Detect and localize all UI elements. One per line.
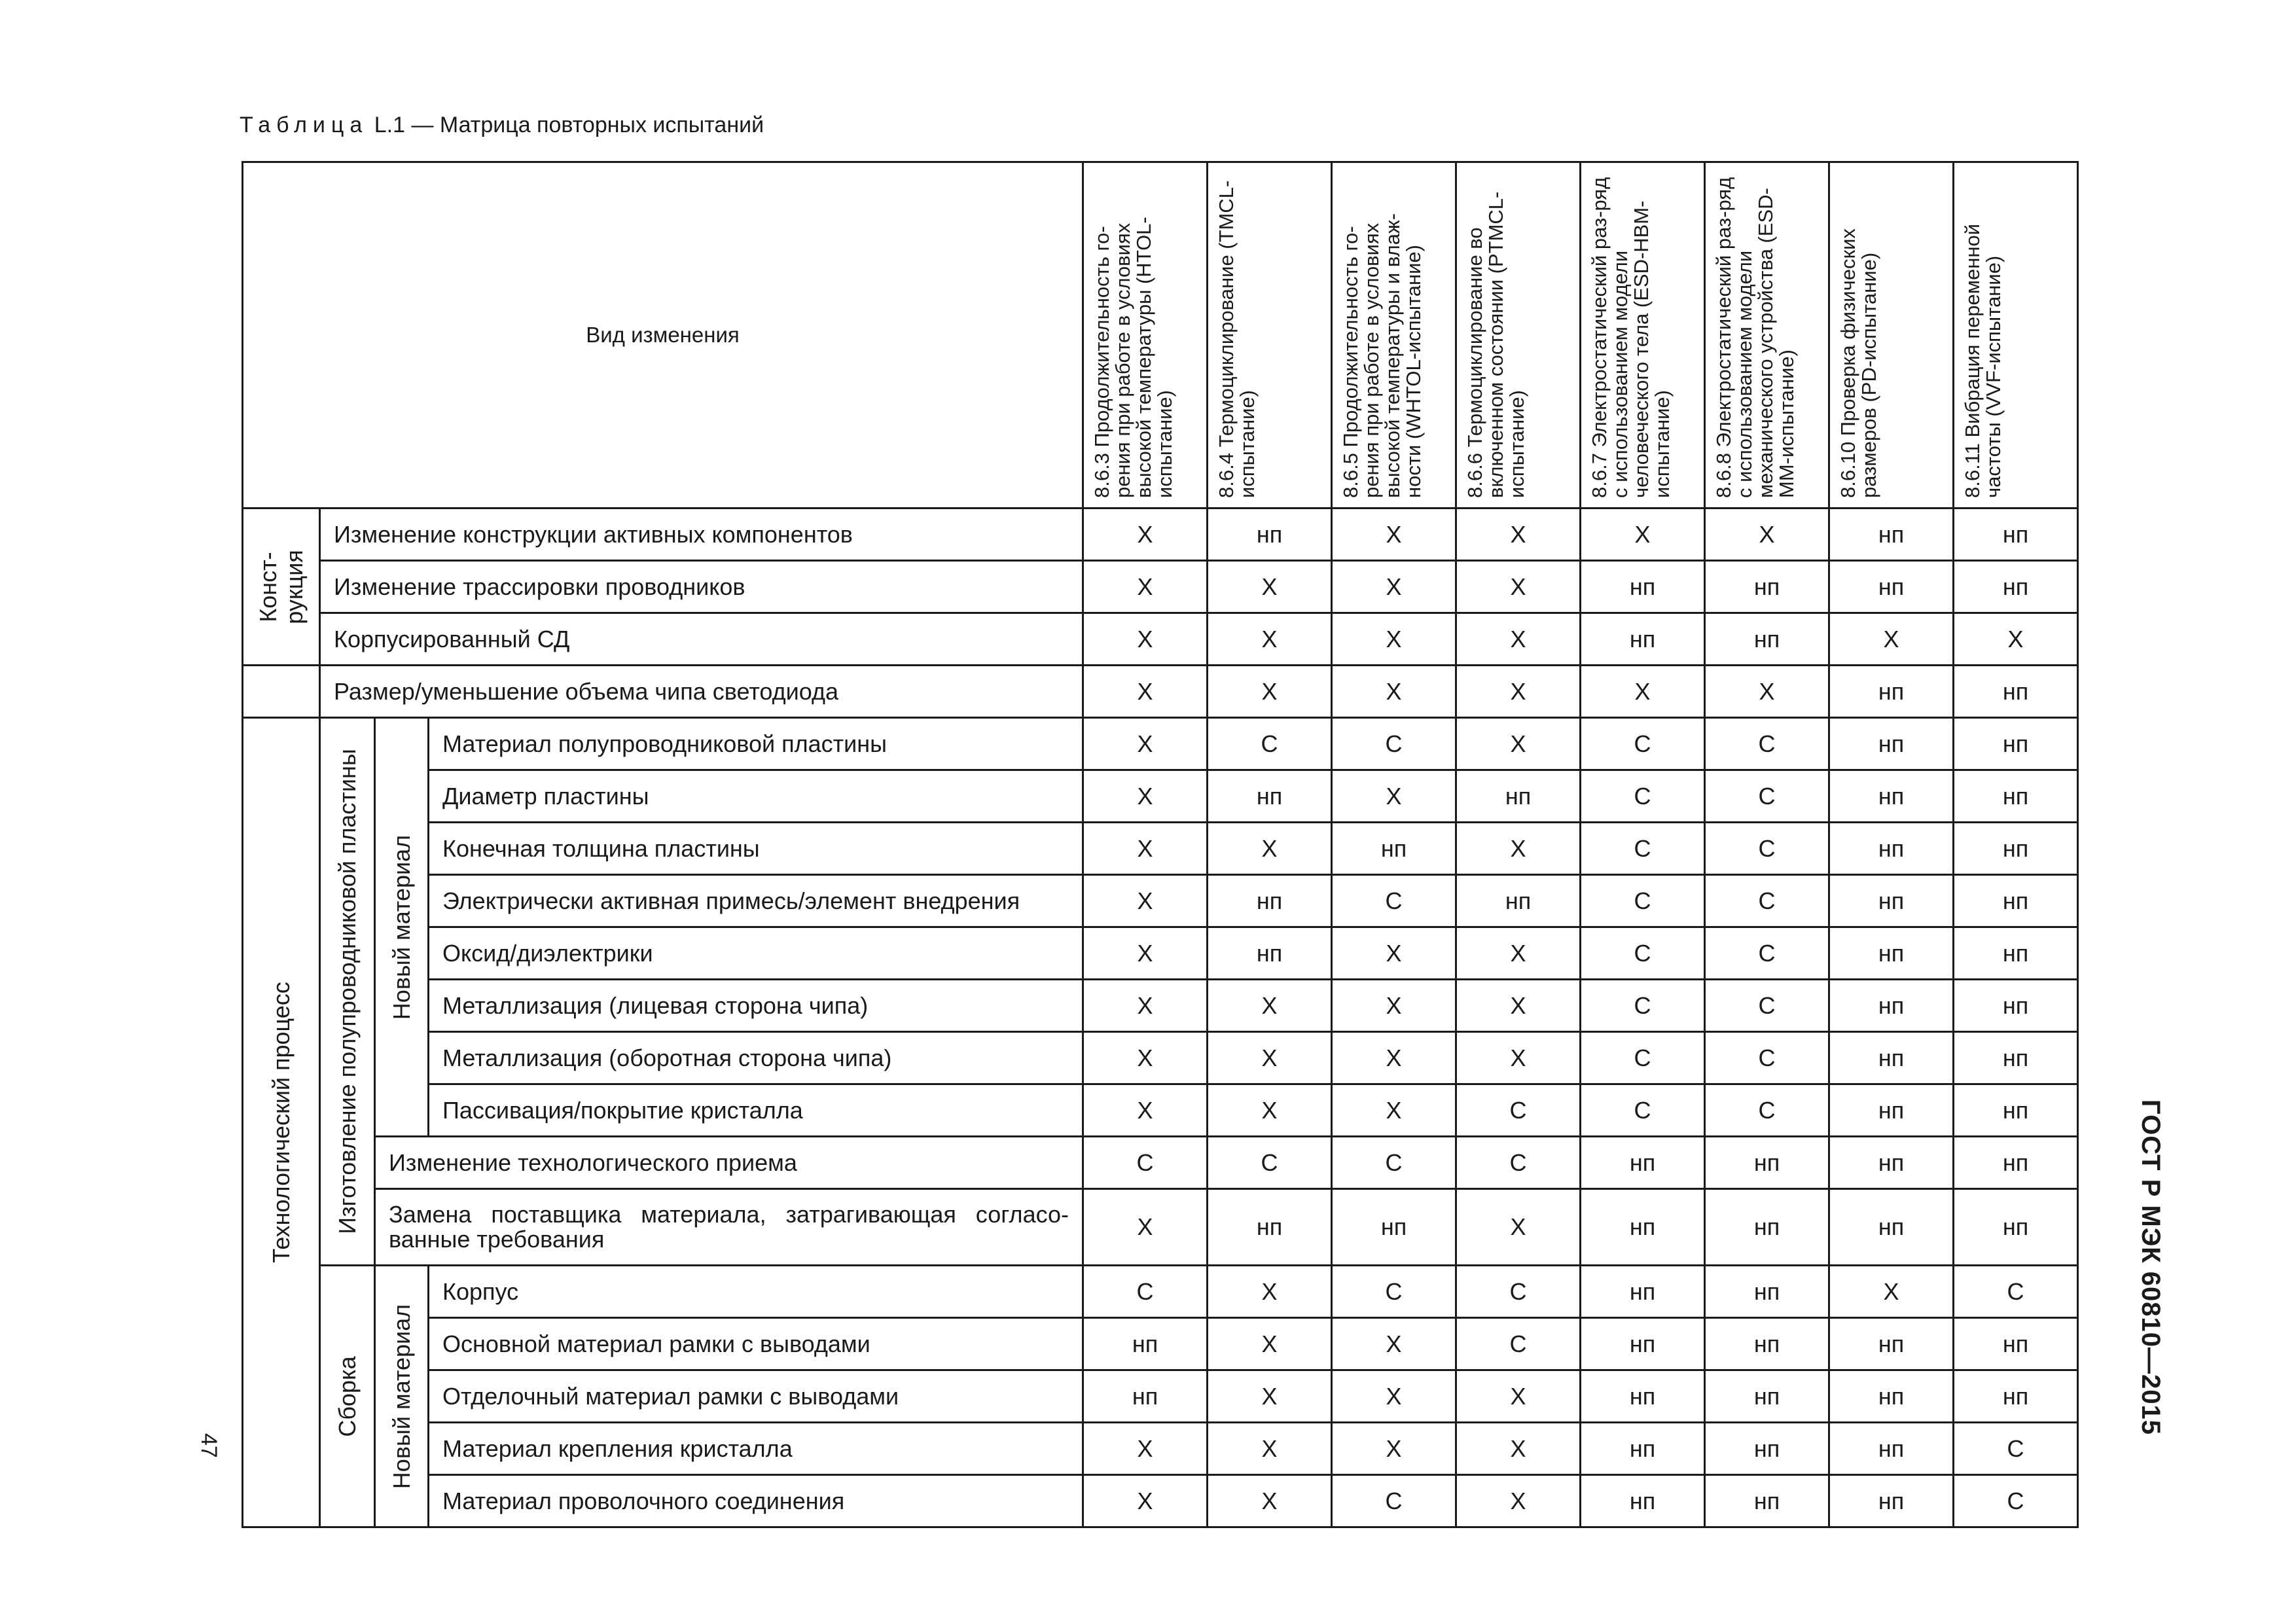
cell-value: нп bbox=[1208, 927, 1332, 980]
row-label: Отделочный материал рамки с выводами bbox=[429, 1370, 1083, 1423]
cell-value: нп bbox=[1456, 770, 1581, 823]
table-row bbox=[243, 613, 2078, 666]
cell-value: нп bbox=[1954, 980, 2078, 1032]
column-header bbox=[1208, 162, 1332, 508]
cell-value: нп bbox=[1954, 666, 2078, 718]
cell-value: X bbox=[1829, 613, 1954, 666]
cell-value: X bbox=[1083, 508, 1208, 561]
cell-value: X bbox=[1456, 508, 1581, 561]
table-row bbox=[243, 980, 2078, 1032]
cell-value: нп bbox=[1705, 1189, 1829, 1266]
cell-value: нп bbox=[1954, 1084, 2078, 1137]
cell-value: нп bbox=[1829, 666, 1954, 718]
cell-value: X bbox=[1332, 1370, 1456, 1423]
cell-value: X bbox=[1456, 1423, 1581, 1475]
cell-value: X bbox=[1208, 1475, 1332, 1527]
cell-value: нп bbox=[1581, 561, 1705, 613]
cell-value: нп bbox=[1954, 1137, 2078, 1189]
cell-value: C bbox=[1581, 823, 1705, 875]
cell-value: нп bbox=[1954, 718, 2078, 770]
row-label: Корпусированный СД bbox=[320, 613, 1083, 666]
column-header-text: 8.6.5 Продолжительность го-рения при работе в условиях высокой температуры и влаж-ности (WHTOL-испытание) bbox=[1338, 213, 1425, 498]
cell-value: нп bbox=[1829, 770, 1954, 823]
row-label: Корпус bbox=[429, 1266, 1083, 1318]
empty-group-cell bbox=[243, 666, 320, 718]
cell-value: X bbox=[1208, 1423, 1332, 1475]
column-header bbox=[1581, 162, 1705, 508]
cell-value: C bbox=[1705, 823, 1829, 875]
cell-value: C bbox=[1332, 1137, 1456, 1189]
cell-value: нп bbox=[1829, 823, 1954, 875]
cell-value: нп bbox=[1705, 1318, 1829, 1370]
table-row bbox=[243, 561, 2078, 613]
cell-value: X bbox=[1083, 613, 1208, 666]
cell-value: X bbox=[1332, 508, 1456, 561]
cell-value: нп bbox=[1332, 823, 1456, 875]
cell-value: нп bbox=[1705, 1137, 1829, 1189]
table-caption bbox=[240, 113, 764, 138]
cell-value: X bbox=[1332, 980, 1456, 1032]
cell-value: X bbox=[1083, 1189, 1208, 1266]
cell-value: X bbox=[1208, 613, 1332, 666]
caption-text: L.1 — Матрица повторных испытаний bbox=[368, 113, 764, 137]
row-label: Замена поставщика материала, затрагивающая согласо-ванные требования bbox=[375, 1189, 1083, 1266]
row-label: Металлизация (оборотная сторона чипа) bbox=[429, 1032, 1083, 1084]
cell-value: нп bbox=[1581, 1475, 1705, 1527]
cell-value: нп bbox=[1083, 1318, 1208, 1370]
column-header bbox=[1829, 162, 1954, 508]
cell-value: C bbox=[1954, 1266, 2078, 1318]
cell-value: нп bbox=[1208, 770, 1332, 823]
cell-value: нп bbox=[1581, 613, 1705, 666]
cell-value: X bbox=[1083, 1423, 1208, 1475]
cell-value: нп bbox=[1829, 980, 1954, 1032]
cell-value: C bbox=[1581, 718, 1705, 770]
retest-matrix-table bbox=[242, 161, 2079, 1528]
table-row bbox=[243, 1137, 2078, 1189]
group-construction bbox=[243, 508, 320, 666]
cell-value: C bbox=[1705, 927, 1829, 980]
row-label: Изменение технологического приема bbox=[375, 1137, 1083, 1189]
cell-value: C bbox=[1208, 1137, 1332, 1189]
cell-value: нп bbox=[1829, 561, 1954, 613]
cell-value: X bbox=[1083, 927, 1208, 980]
group-new-material bbox=[375, 1266, 429, 1527]
cell-value: X bbox=[1208, 1032, 1332, 1084]
cell-value: нп bbox=[1829, 1423, 1954, 1475]
cell-value: X bbox=[1332, 927, 1456, 980]
cell-value: X bbox=[1208, 980, 1332, 1032]
cell-value: нп bbox=[1954, 927, 2078, 980]
table-row bbox=[243, 1266, 2078, 1318]
column-header-text: 8.6.4 Термоциклирование (TMCL-испытание) bbox=[1214, 180, 1259, 498]
cell-value: нп bbox=[1829, 1137, 1954, 1189]
cell-value: X bbox=[1332, 561, 1456, 613]
group-wafer bbox=[320, 718, 375, 1266]
cell-value: нп bbox=[1705, 561, 1829, 613]
cell-value: C bbox=[1581, 1084, 1705, 1137]
cell-value: C bbox=[1332, 718, 1456, 770]
cell-value: X bbox=[1208, 666, 1332, 718]
cell-value: нп bbox=[1581, 1370, 1705, 1423]
cell-value: нп bbox=[1954, 875, 2078, 927]
table-row bbox=[243, 1032, 2078, 1084]
cell-value: X bbox=[1083, 718, 1208, 770]
cell-value: X bbox=[1581, 508, 1705, 561]
cell-value: X bbox=[1332, 1423, 1456, 1475]
cell-value: X bbox=[1829, 1266, 1954, 1318]
cell-value: X bbox=[1456, 666, 1581, 718]
cell-value: C bbox=[1705, 875, 1829, 927]
row-label: Изменение трассировки проводников bbox=[320, 561, 1083, 613]
cell-value: X bbox=[1456, 823, 1581, 875]
row-label: Пассивация/покрытие кристалла bbox=[429, 1084, 1083, 1137]
cell-value: X bbox=[1208, 1370, 1332, 1423]
cell-value: нп bbox=[1208, 875, 1332, 927]
cell-value: X bbox=[1332, 613, 1456, 666]
cell-value: X bbox=[1954, 613, 2078, 666]
cell-value: C bbox=[1332, 875, 1456, 927]
table-row bbox=[243, 927, 2078, 980]
cell-value: X bbox=[1208, 1084, 1332, 1137]
cell-value: X bbox=[1332, 770, 1456, 823]
row-label: Электрически активная примесь/элемент внедрения bbox=[429, 875, 1083, 927]
row-label: Изменение конструкции активных компонентов bbox=[320, 508, 1083, 561]
column-header-text: 8.6.8 Электростатический раз-ряд с использованием модели механического устройства (ESD-MM-испытание) bbox=[1712, 177, 1798, 498]
page-number: 47 bbox=[196, 1433, 221, 1458]
cell-value: нп bbox=[1954, 1189, 2078, 1266]
group-process-label: Технологический процесс bbox=[267, 982, 295, 1263]
cell-value: нп bbox=[1705, 613, 1829, 666]
cell-value: C bbox=[1705, 1032, 1829, 1084]
cell-value: X bbox=[1083, 1475, 1208, 1527]
caption-prefix: Таблица bbox=[240, 113, 368, 137]
column-header-text: 8.6.11 Вибрация переменной частоты (VVF-испытание) bbox=[1960, 223, 2005, 498]
table-row bbox=[243, 1084, 2078, 1137]
table-row bbox=[243, 718, 2078, 770]
cell-value: X bbox=[1456, 1189, 1581, 1266]
cell-value: X bbox=[1705, 666, 1829, 718]
cell-value: нп bbox=[1829, 718, 1954, 770]
cell-value: нп bbox=[1581, 1423, 1705, 1475]
cell-value: X bbox=[1083, 770, 1208, 823]
cell-value: нп bbox=[1705, 1423, 1829, 1475]
cell-value: C bbox=[1705, 718, 1829, 770]
cell-value: C bbox=[1083, 1266, 1208, 1318]
cell-value: X bbox=[1332, 1032, 1456, 1084]
cell-value: C bbox=[1581, 770, 1705, 823]
row-label: Материал полупроводниковой пластины bbox=[429, 718, 1083, 770]
row-label: Металлизация (лицевая сторона чипа) bbox=[429, 980, 1083, 1032]
cell-value: нп bbox=[1954, 823, 2078, 875]
cell-value: C bbox=[1208, 718, 1332, 770]
group-new-material-label: Новый материал bbox=[387, 1304, 415, 1489]
change-type-header: Вид изменения bbox=[243, 162, 1083, 508]
row-label: Диаметр пластины bbox=[429, 770, 1083, 823]
cell-value: нп bbox=[1829, 1032, 1954, 1084]
group-assembly bbox=[320, 1266, 375, 1527]
cell-value: X bbox=[1332, 1318, 1456, 1370]
cell-value: нп bbox=[1705, 1475, 1829, 1527]
cell-value: X bbox=[1581, 666, 1705, 718]
cell-value: нп bbox=[1829, 875, 1954, 927]
row-label: Материал крепления кристалла bbox=[429, 1423, 1083, 1475]
standard-designation: ГОСТ Р МЭК 60810—2015 bbox=[2136, 1099, 2165, 1436]
column-header bbox=[1332, 162, 1456, 508]
cell-value: X bbox=[1456, 1475, 1581, 1527]
cell-value: нп bbox=[1954, 1318, 2078, 1370]
cell-value: нп bbox=[1954, 561, 2078, 613]
column-header-text: 8.6.6 Термоциклирование во включенном состоянии (PTMCL-испытание) bbox=[1463, 191, 1528, 498]
cell-value: X bbox=[1456, 1032, 1581, 1084]
cell-value: C bbox=[1705, 770, 1829, 823]
cell-value: C bbox=[1581, 980, 1705, 1032]
cell-value: C bbox=[1083, 1137, 1208, 1189]
cell-value: X bbox=[1332, 666, 1456, 718]
table-row bbox=[243, 875, 2078, 927]
cell-value: нп bbox=[1829, 1189, 1954, 1266]
cell-value: C bbox=[1332, 1475, 1456, 1527]
cell-value: нп bbox=[1705, 1266, 1829, 1318]
column-header bbox=[1954, 162, 2078, 508]
group-new-material-label: Новый материал bbox=[387, 834, 415, 1020]
cell-value: C bbox=[1954, 1475, 2078, 1527]
table-row bbox=[243, 1189, 2078, 1266]
cell-value: C bbox=[1581, 875, 1705, 927]
cell-value: X bbox=[1332, 1084, 1456, 1137]
cell-value: нп bbox=[1581, 1318, 1705, 1370]
table-row bbox=[243, 1370, 2078, 1423]
cell-value: нп bbox=[1829, 1318, 1954, 1370]
cell-value: X bbox=[1083, 875, 1208, 927]
cell-value: X bbox=[1083, 1084, 1208, 1137]
column-header-text: 8.6.7 Электростатический раз-ряд с использованием модели человеческого тела (ESD-HBM-испытание) bbox=[1587, 177, 1674, 498]
cell-value: X bbox=[1208, 1318, 1332, 1370]
cell-value: нп bbox=[1456, 875, 1581, 927]
group-new-material bbox=[375, 718, 429, 1137]
cell-value: C bbox=[1705, 980, 1829, 1032]
cell-value: нп bbox=[1208, 1189, 1332, 1266]
cell-value: нп bbox=[1829, 927, 1954, 980]
cell-value: нп bbox=[1954, 770, 2078, 823]
table-row bbox=[243, 508, 2078, 561]
group-construction-label: Конст- рукция bbox=[254, 549, 308, 624]
column-header-text: 8.6.3 Продолжительность го-рения при работе в условиях высокой температуры (HTOL-испытание) bbox=[1090, 217, 1176, 498]
cell-value: нп bbox=[1954, 508, 2078, 561]
cell-value: нп bbox=[1581, 1189, 1705, 1266]
table-row bbox=[243, 1423, 2078, 1475]
cell-value: C bbox=[1456, 1318, 1581, 1370]
cell-value: X bbox=[1083, 823, 1208, 875]
cell-value: C bbox=[1581, 927, 1705, 980]
row-label: Материал проволочного соединения bbox=[429, 1475, 1083, 1527]
cell-value: C bbox=[1705, 1084, 1829, 1137]
cell-value: X bbox=[1083, 561, 1208, 613]
group-assembly-label: Сборка bbox=[333, 1355, 361, 1437]
table-row bbox=[243, 770, 2078, 823]
column-header-text: 8.6.10 Проверка физических размеров (PD-испытание) bbox=[1836, 228, 1880, 498]
cell-value: X bbox=[1456, 1370, 1581, 1423]
cell-value: C bbox=[1954, 1423, 2078, 1475]
cell-value: X bbox=[1456, 561, 1581, 613]
cell-value: нп bbox=[1332, 1189, 1456, 1266]
cell-value: X bbox=[1083, 980, 1208, 1032]
cell-value: X bbox=[1456, 980, 1581, 1032]
cell-value: X bbox=[1456, 927, 1581, 980]
group-process bbox=[243, 718, 320, 1527]
cell-value: нп bbox=[1208, 508, 1332, 561]
row-label: Конечная толщина пластины bbox=[429, 823, 1083, 875]
cell-value: X bbox=[1705, 508, 1829, 561]
cell-value: C bbox=[1581, 1032, 1705, 1084]
cell-value: нп bbox=[1829, 1475, 1954, 1527]
cell-value: X bbox=[1208, 561, 1332, 613]
column-header bbox=[1456, 162, 1581, 508]
header-row bbox=[243, 162, 2078, 508]
cell-value: нп bbox=[1829, 1370, 1954, 1423]
row-label: Основной материал рамки с выводами bbox=[429, 1318, 1083, 1370]
cell-value: X bbox=[1083, 666, 1208, 718]
cell-value: нп bbox=[1581, 1266, 1705, 1318]
cell-value: нп bbox=[1954, 1032, 2078, 1084]
cell-value: нп bbox=[1954, 1370, 2078, 1423]
cell-value: C bbox=[1456, 1266, 1581, 1318]
cell-value: C bbox=[1456, 1084, 1581, 1137]
table-row bbox=[243, 666, 2078, 718]
cell-value: нп bbox=[1829, 508, 1954, 561]
cell-value: нп bbox=[1581, 1137, 1705, 1189]
table-row bbox=[243, 823, 2078, 875]
cell-value: X bbox=[1208, 1266, 1332, 1318]
cell-value: X bbox=[1208, 823, 1332, 875]
cell-value: X bbox=[1083, 1032, 1208, 1084]
cell-value: X bbox=[1456, 613, 1581, 666]
column-header bbox=[1083, 162, 1208, 508]
row-label: Размер/уменьшение объема чипа светодиода bbox=[320, 666, 1083, 718]
column-header bbox=[1705, 162, 1829, 508]
cell-value: X bbox=[1456, 718, 1581, 770]
cell-value: C bbox=[1332, 1266, 1456, 1318]
table-row bbox=[243, 1475, 2078, 1527]
cell-value: нп bbox=[1083, 1370, 1208, 1423]
row-label: Оксид/диэлектрики bbox=[429, 927, 1083, 980]
cell-value: нп bbox=[1705, 1370, 1829, 1423]
table-row bbox=[243, 1318, 2078, 1370]
cell-value: C bbox=[1456, 1137, 1581, 1189]
cell-value: нп bbox=[1829, 1084, 1954, 1137]
group-wafer-label: Изготовление полупроводниковой пластины bbox=[333, 749, 361, 1234]
